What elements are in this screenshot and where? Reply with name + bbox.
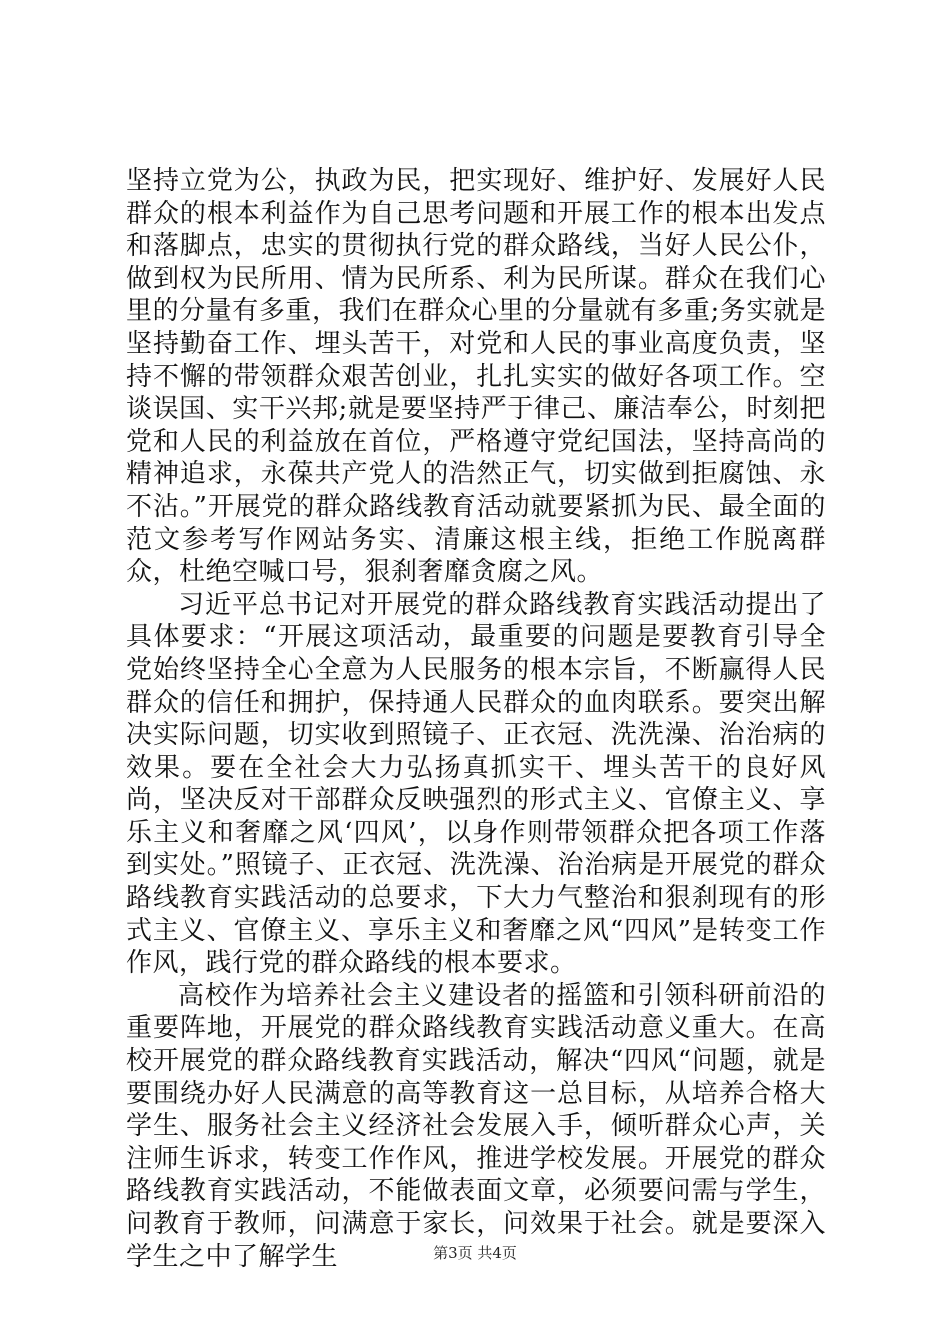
paragraph-requirements: 习近平总书记对开展党的群众路线教育实践活动提出了具体要求：“开展这项活动，最重要的问题是要教育引导全党始终坚持全心全意为人民服务的根本宗旨，不断赢得人民群众的信任和拥护，保持通人民群众的血肉联系。要突出解决实际问题，切实收到照镜子、正衣冠、洗洗澡、治治病的效果。要在全社会大力弘扬真抓实干、埋头苦干的良好风尚，坚决反对干部群众反映强烈的形式主义、官僚主义、享乐主义和奢靡之风‘四风’，以身作则带领群众把各项工作落到实处。”照镜子、正衣冠、洗洗澡、治治病是开展党的群众路线教育实践活动的总要求，下大力气整治和狠刹现有的形式主义、官僚主义、享乐主义和奢靡之风“四风”是转变工作作风，践行党的群众路线的根本要求。	[126, 589, 826, 979]
paragraph-continuation: 坚持立党为公，执政为民，把实现好、维护好、发展好人民群众的根本利益作为自己思考问题和开展工作的根本出发点和落脚点，忠实的贯彻执行党的群众路线，当好人民公仆，做到权为民所用、情为民所系、利为民所谋。群众在我们心里的分量有多重，我们在群众心里的分量就有多重;务实就是坚持勤奋工作、埋头苦干，对党和人民的事业高度负责，坚持不懈的带领群众艰苦创业，扎扎实实的做好各项工作。空谈误国、实干兴邦;就是要坚持严于律己、廉洁奉公，时刻把党和人民的利益放在首位，严格遵守党纪国法，坚持高尚的精神追求，永葆共产党人的浩然正气，切实做到拒腐蚀、永不沾。”开展党的群众路线教育活动就要紧抓为民、最全面的范文参考写作网站务实、清廉这根主线，拒绝工作脱离群众，杜绝空喊口号，狠刹奢靡贪腐之风。	[126, 166, 826, 588]
page-number-footer: 第3页 共4页	[433, 1244, 517, 1262]
document-body	[126, 165, 826, 1273]
paragraph-universities: 高校作为培养社会主义建设者的摇篮和引领科研前沿的重要阵地，开展党的群众路线教育实践活动意义重大。在高校开展党的群众路线教育实践活动，解决“四风“问题，就是要围绕办好人民满意的高等教育这一总目标，从培养合格大学生、服务社会主义经济社会发展入手，倾听群众心声，关注师生诉求，转变工作作风，推进学校发展。开展党的群众路线教育实践活动，不能做表面文章，必须要问需与学生，问教育于教师，问满意于家长，问效果于社会。就是要深入学生之中了解学生	[126, 980, 826, 1272]
